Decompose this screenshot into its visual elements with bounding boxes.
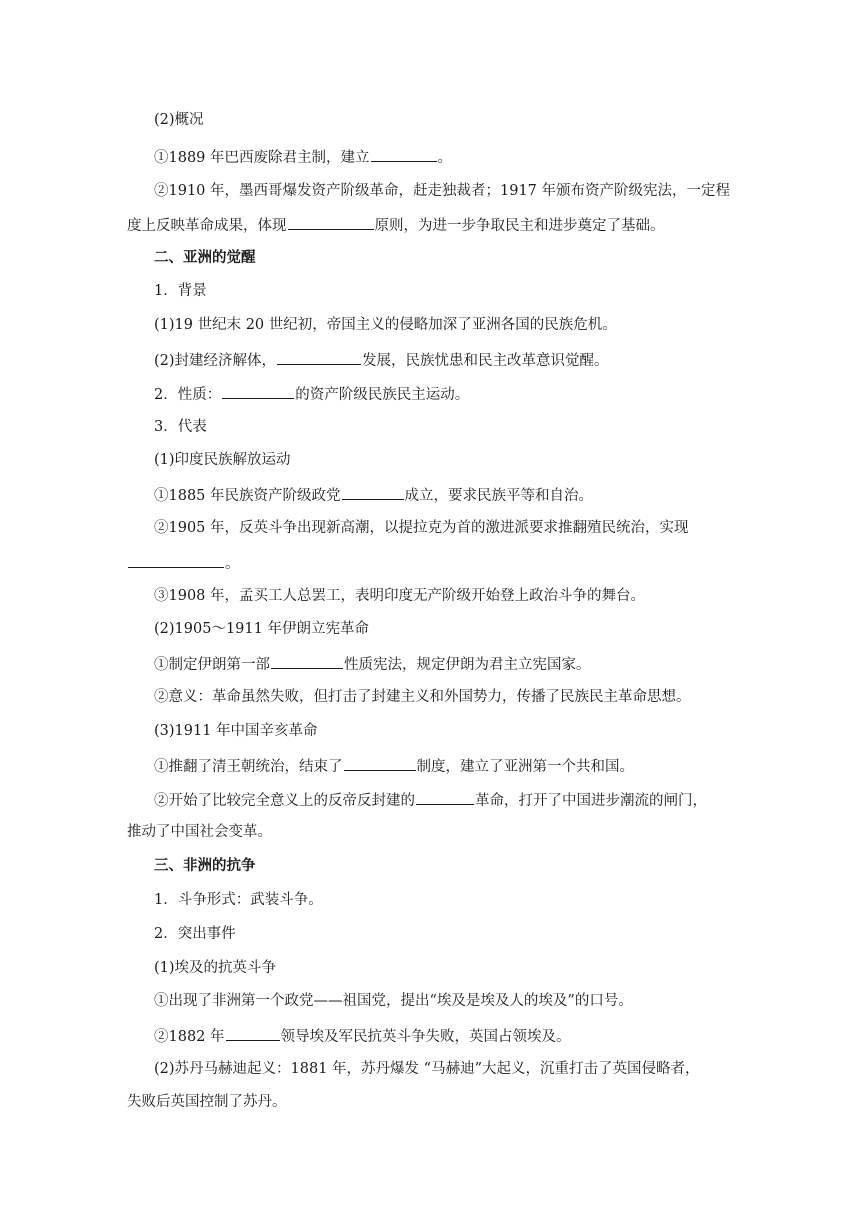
fill-blank[interactable] [371,146,437,162]
text-line: ①推翻了清王朝统治，结束了 制度，建立了亚洲第一个共和国。 [154,755,634,777]
text-line: 。 [127,552,240,574]
text-line: 1．斗争形式：武装斗争。 [154,892,323,908]
text-line: ②意义：革命虽然失败，但打击了封建主义和外国势力，传播了民族民主革命思想。 [154,689,691,705]
text-line: ①1889 年巴西废除君主制，建立 。 [154,146,452,168]
text-line: 3．代表 [154,419,207,435]
section-heading: 二、亚洲的觉醒 [154,250,256,266]
text-line: ①1885 年民族资产阶级政党 成立，要求民族平等和自治。 [154,484,593,506]
fill-blank[interactable] [277,349,361,365]
text-line: ①出现了非洲第一个政党——祖国党，提出“埃及是埃及人的埃及”的口号。 [154,993,633,1009]
text-line: (2)概况 [154,112,204,128]
text-line: ②1910 年，墨西哥爆发资产阶级革命，赶走独裁者；1917 年颁布资产阶级宪法，一定程 [154,183,731,199]
text-line: (2)1905～1911 年伊朗立宪革命 [154,621,369,637]
fill-blank[interactable] [344,755,416,771]
fill-blank[interactable] [128,552,224,568]
text-line: ②1882 年 领导埃及军民抗英斗争失败，英国占领埃及。 [154,1025,571,1047]
text-line: 1．背景 [154,283,207,299]
text-line: 2．突出事件 [154,926,236,942]
text-line: ②1905 年，反英斗争出现新高潮，以提拉克为首的激进派要求推翻殖民统治，实现 [154,520,689,536]
text-line: 推动了中国社会变革。 [127,824,272,840]
text-line: (2)封建经济解体， 发展，民族忧患和民主改革意识觉醒。 [154,349,609,371]
fill-blank[interactable] [416,789,474,805]
text-line: ③1908 年，孟买工人总罢工，表明印度无产阶级开始登上政治斗争的舞台。 [154,588,646,604]
text-line: (2)苏丹马赫迪起义：1881 年，苏丹爆发 “马赫迪”大起义，沉重打击了英国侵略者， [154,1061,700,1077]
text-line: 2．性质： 的资产阶级民族民主运动。 [154,383,469,405]
text-line: (1)19 世纪末 20 世纪初，帝国主义的侵略加深了亚洲各国的民族危机。 [154,317,617,333]
text-line: 失败后英国控制了苏丹。 [127,1094,287,1110]
fill-blank[interactable] [226,1025,280,1041]
text-line: 度上反映革命成果，体现 原则，为进一步争取民主和进步奠定了基础。 [127,214,665,236]
text-line: ①制定伊朗第一部 性质宪法，规定伊朗为君主立宪国家。 [154,653,591,675]
fill-blank[interactable] [271,653,343,669]
text-line: (1)印度民族解放运动 [154,452,291,468]
text-line: ②开始了比较完全意义上的反帝反封建的 革命，打开了中国进步潮流的闸门， [154,789,707,811]
text-line: (3)1911 年中国辛亥革命 [154,723,318,739]
fill-blank[interactable] [222,383,294,399]
section-heading: 三、非洲的抗争 [154,858,256,874]
fill-blank[interactable] [342,484,404,500]
text-line: (1)埃及的抗英斗争 [154,960,277,976]
fill-blank[interactable] [288,214,374,230]
